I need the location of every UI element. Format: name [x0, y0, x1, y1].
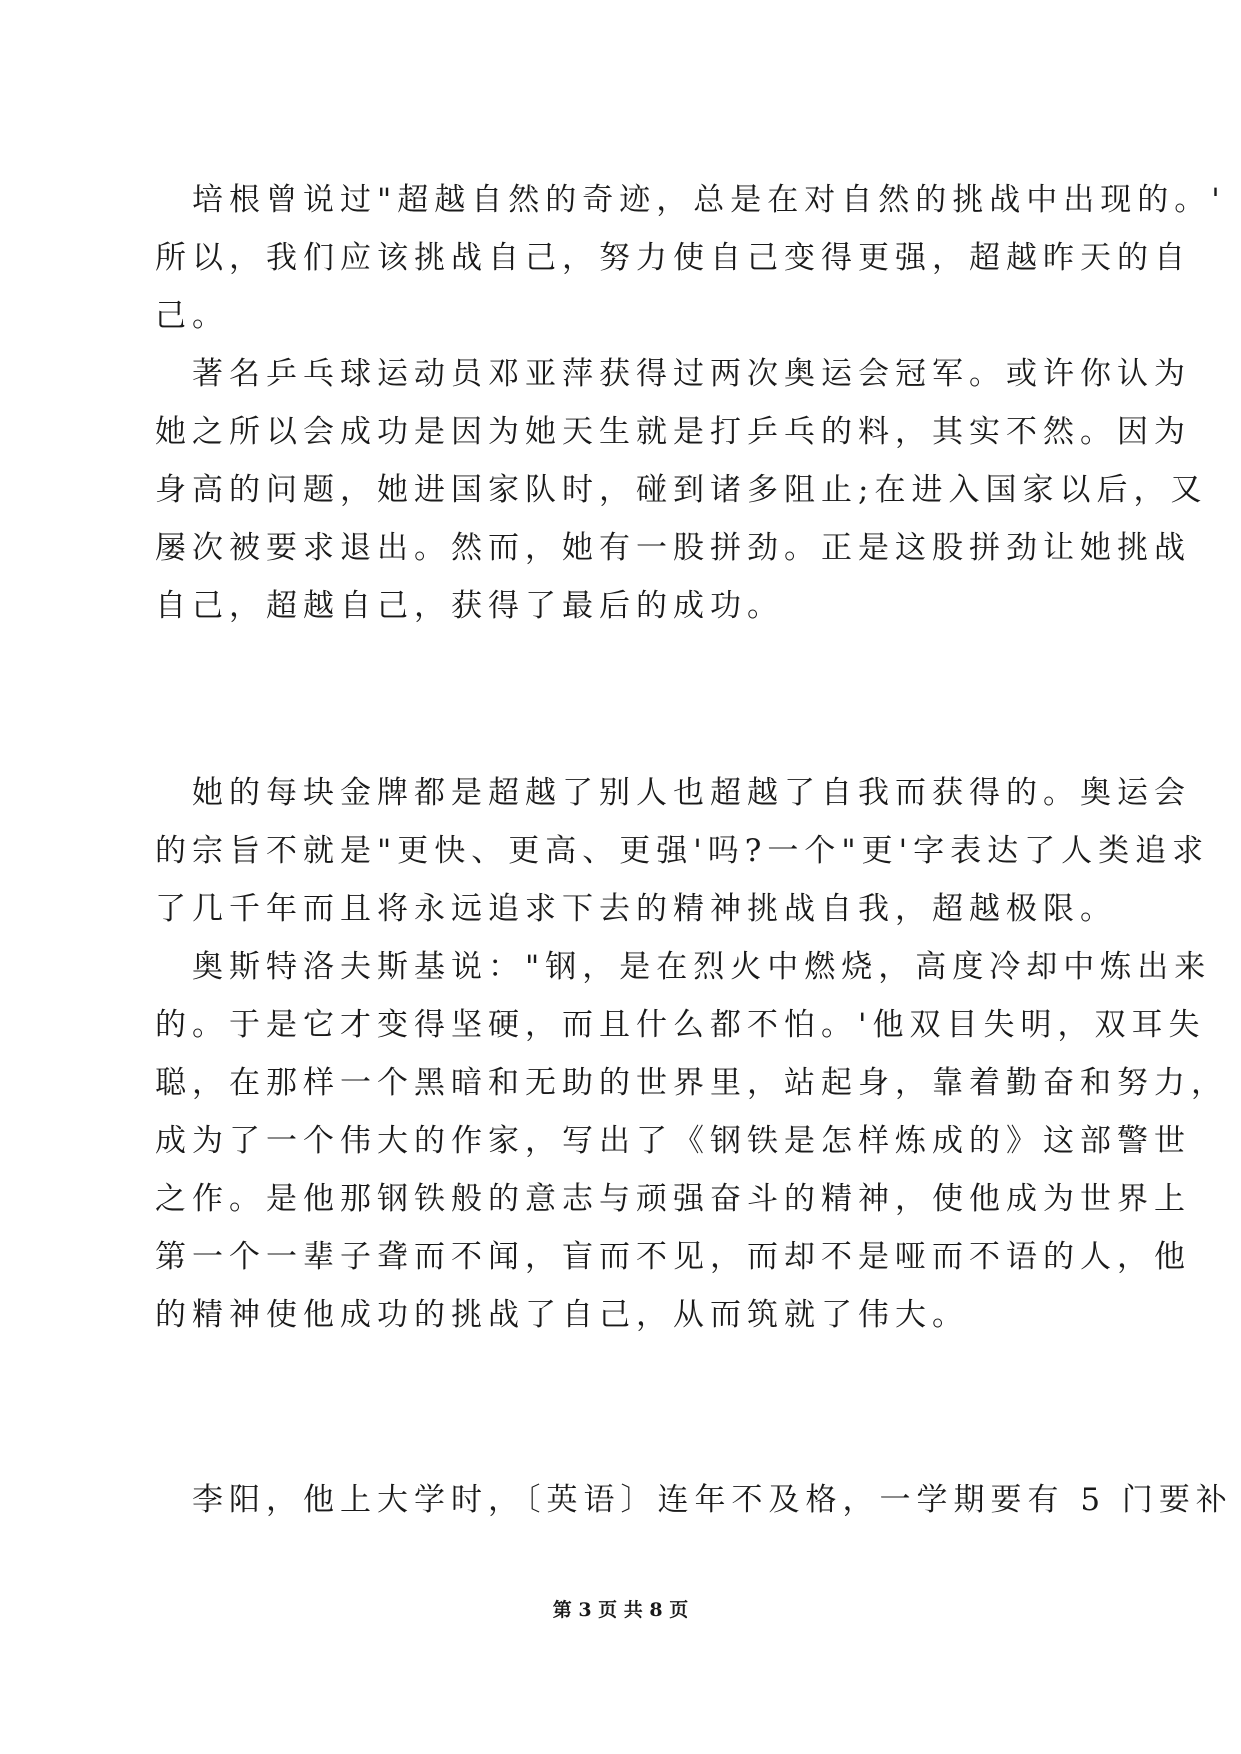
text-line: 屡次被要求退出。然而，她有一股拼劲。正是这股拼劲让她挑战: [155, 530, 1191, 566]
text-line: 她的每块金牌都是超越了别人也超越了自我而获得的。奥运会: [155, 775, 1191, 811]
text-line: 李阳，他上大学时，〔英语〕连年不及格，一学期要有 5 门要补: [155, 1482, 1233, 1518]
text-line: 著名乒乓球运动员邓亚萍获得过两次奥运会冠军。或许你认为: [155, 356, 1191, 392]
text-line: 第一个一辈子聋而不闻，盲而不见，而却不是哑而不语的人，他: [155, 1239, 1191, 1275]
text-line: 的。于是它才变得坚硬，而且什么都不怕。'他双目失明，双耳失: [155, 1007, 1206, 1043]
text-line: 成为了一个伟大的作家，写出了《钢铁是怎样炼成的》这部警世: [155, 1123, 1191, 1159]
text-line: 培根曾说过"超越自然的奇迹，总是在对自然的挑战中出现的。': [155, 182, 1226, 218]
text-line: 她之所以会成功是因为她天生就是打乒乓的料，其实不然。因为: [155, 414, 1191, 450]
text-line: 的精神使他成功的挑战了自己，从而筑就了伟大。: [155, 1297, 969, 1333]
text-line: 聪，在那样一个黑暗和无助的世界里，站起身，靠着勤奋和努力，: [155, 1065, 1228, 1101]
text-line: 所以，我们应该挑战自己，努力使自己变得更强，超越昨天的自: [155, 240, 1191, 276]
text-line: 奥斯特洛夫斯基说："钢，是在烈火中燃烧，高度冷却中炼出来: [155, 949, 1212, 985]
text-line: 之作。是他那钢铁般的意志与顽强奋斗的精神，使他成为世界上: [155, 1181, 1191, 1217]
page-number: 第 3 页 共 8 页: [552, 1599, 689, 1621]
text-line: 自己，超越自己，获得了最后的成功。: [155, 588, 784, 624]
text-line: 的宗旨不就是"更快、更高、更强'吗?一个"更'字表达了人类追求: [155, 833, 1210, 869]
text-line: 己。: [155, 298, 229, 334]
text-line: 身高的问题，她进国家队时，碰到诸多阻止;在进入国家以后，又: [155, 472, 1208, 508]
text-line: 了几千年而且将永远追求下去的精神挑战自我，超越极限。: [155, 891, 1117, 927]
